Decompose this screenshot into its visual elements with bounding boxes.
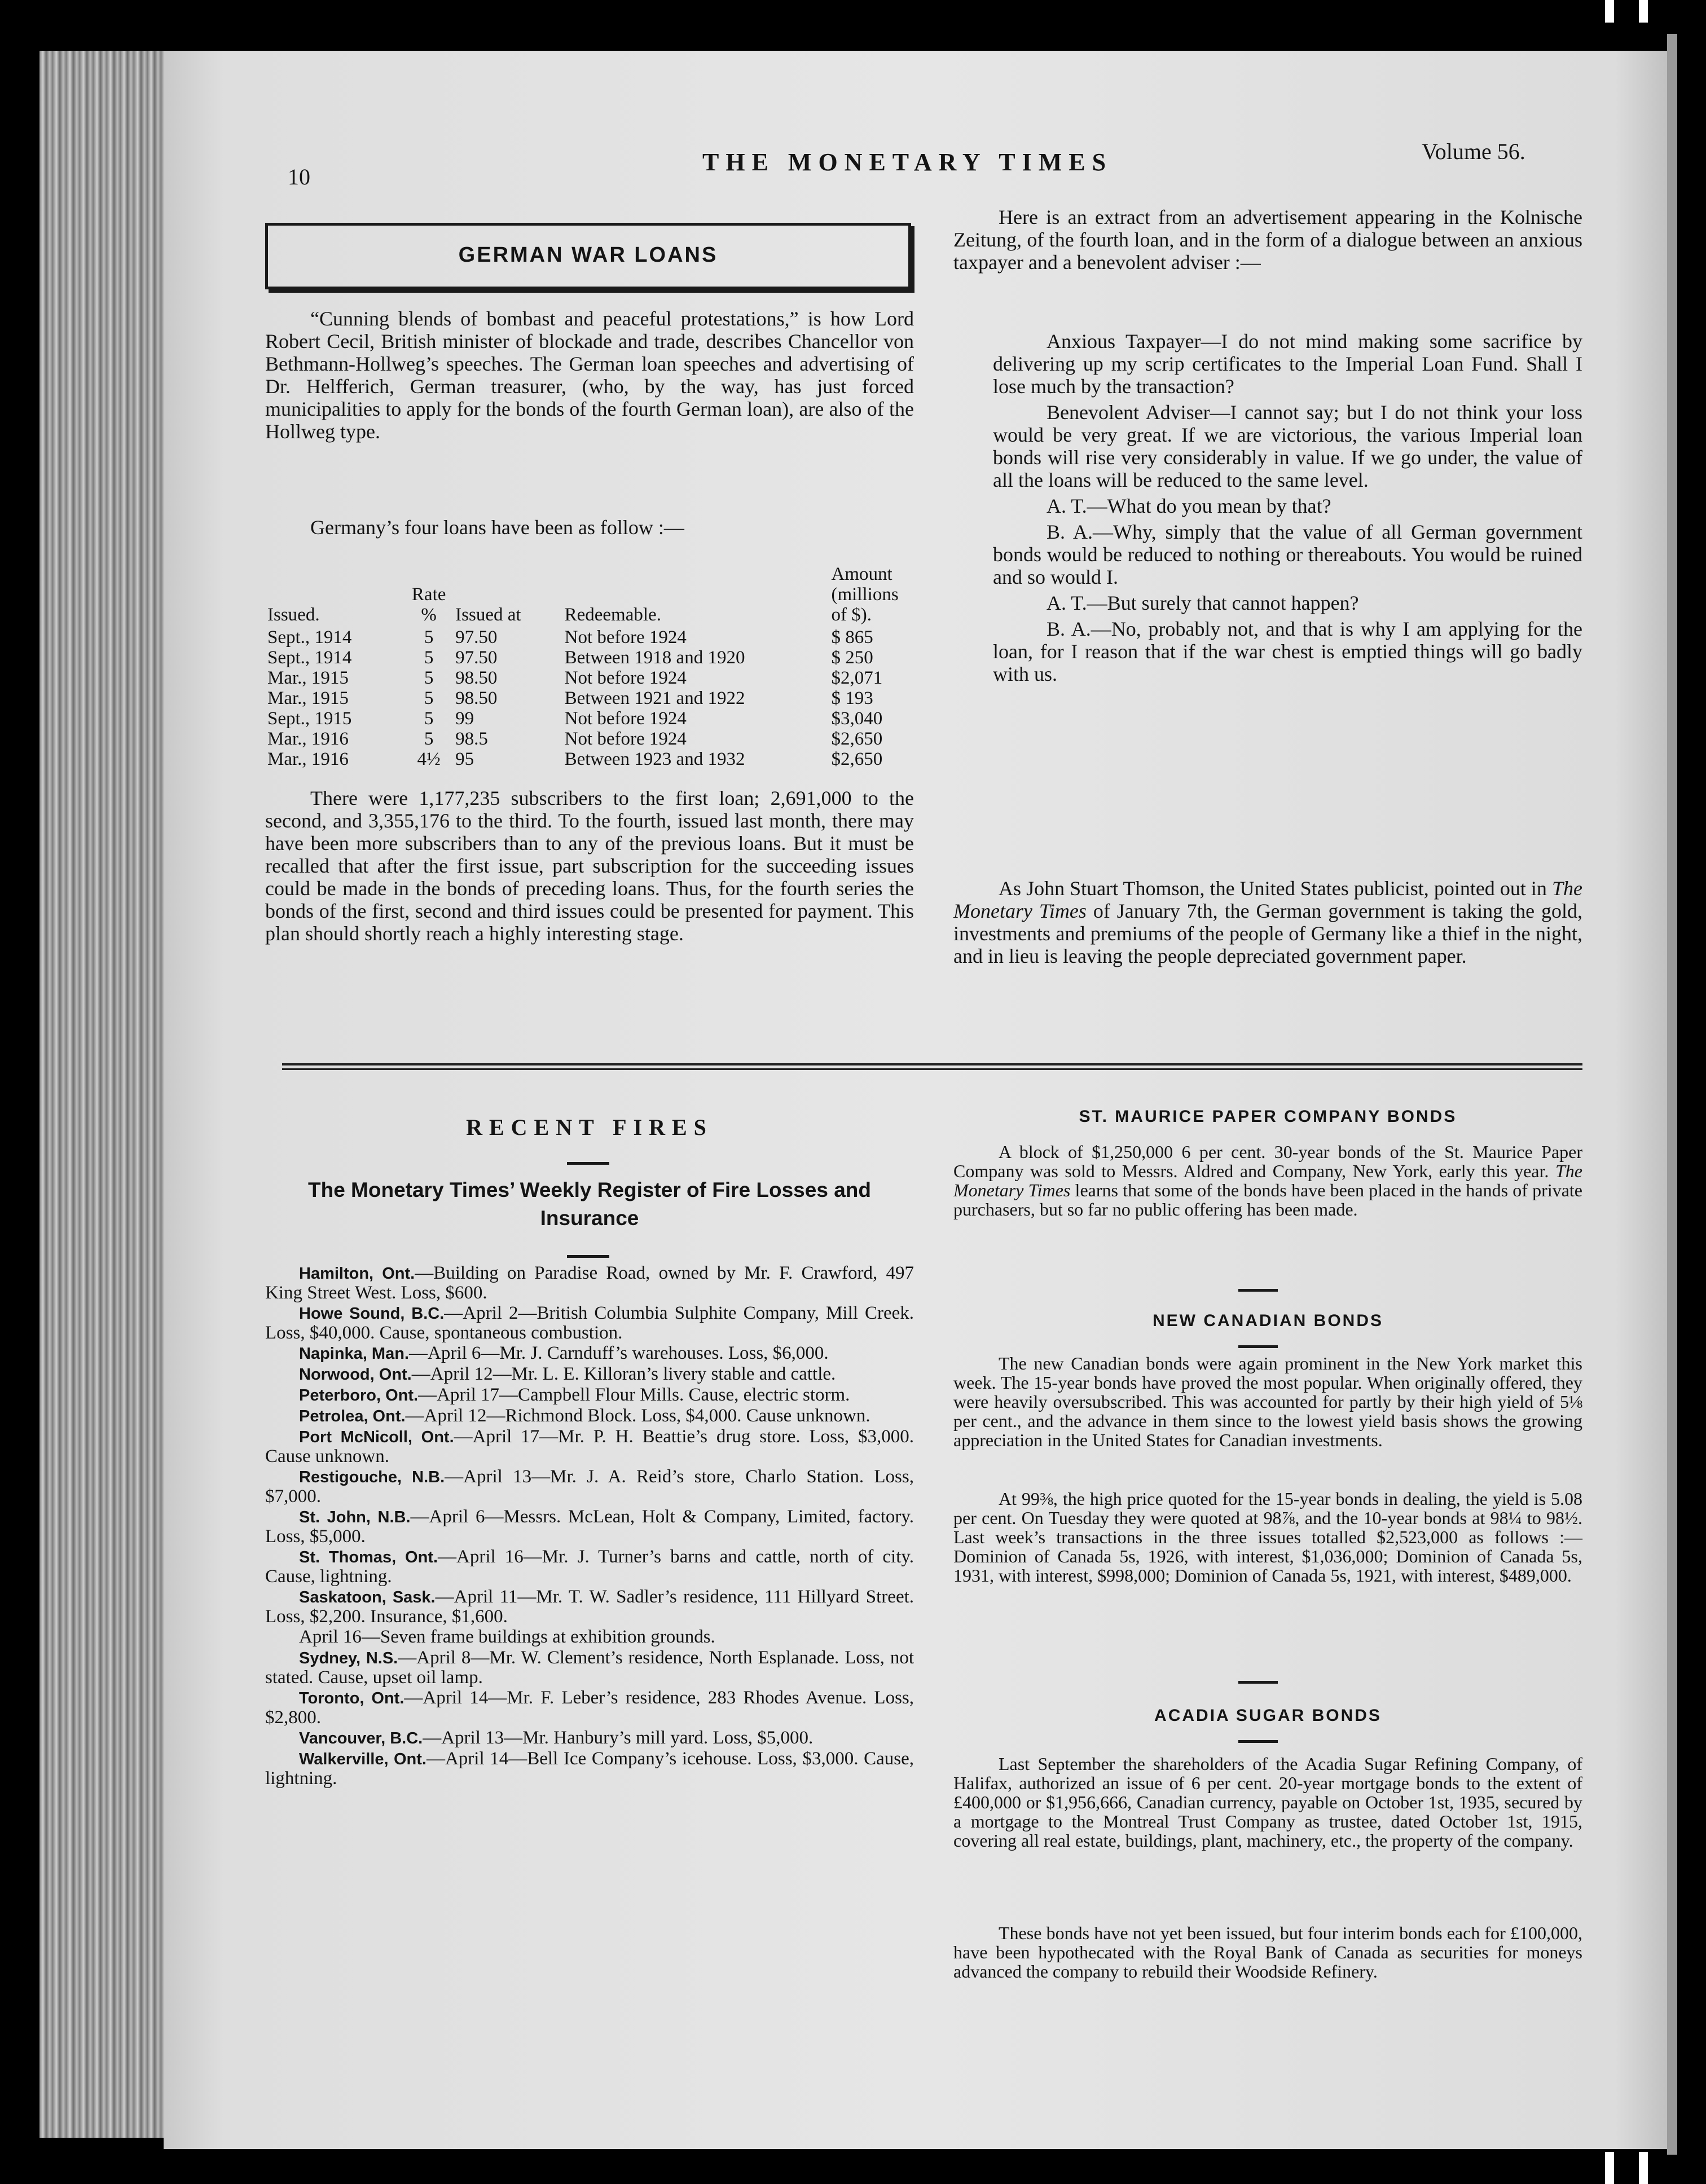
german-loans-conclusion (953, 877, 1582, 967)
recent-fires-subtitle: The Monetary Times’ Weekly Register of Fire Losses and Insurance (308, 1178, 871, 1230)
cell-rate: 5 (424, 729, 434, 749)
list-item (265, 1406, 914, 1426)
conclusion-text-end: of January 7th, the German government is taking the gold, investments and premiums of the people of Germany like a thief in the night, and in lieu is leaving the people depreciated government paper. (953, 900, 1583, 967)
acadia-sugar-bonds-title: ACADIA SUGAR BONDS (1154, 1706, 1382, 1725)
cell-rate: 5 (424, 627, 434, 648)
st-maurice-title: ST. MAURICE PAPER COMPANY BONDS (1079, 1107, 1457, 1126)
page-number: 10 (288, 164, 310, 190)
fire-details: —April 11—Mr. T. W. Sadler’s residence, 111 Hillyard Street. Loss, $2,200. Insurance, $1,600. (265, 1587, 914, 1627)
cell-rate: 5 (424, 648, 434, 668)
fire-details: —April 13—Mr. Hanbury’s mill yard. Loss, $5,000. (423, 1728, 814, 1748)
cell-amount: $2,650 (831, 729, 883, 749)
list-item (265, 1627, 914, 1647)
cell-redeemable: Not before 1924 (564, 729, 687, 749)
title-dash (1238, 1345, 1278, 1348)
german-war-loans-heading-box (265, 223, 911, 289)
cell-issued: Mar., 1915 (267, 668, 349, 688)
german-loans-table (265, 564, 914, 769)
fire-location: Hamilton, Ont. (299, 1265, 415, 1283)
cell-rate: 5 (424, 688, 434, 708)
cell-price: 97.50 (455, 648, 498, 668)
fire-details: —April 2—British Columbia Sulphite Company, Mill Creek. Loss, $40,000. Cause, spontaneous combustion. (265, 1303, 914, 1343)
list-item (265, 1547, 914, 1586)
fire-location: Restigouche, N.B. (299, 1468, 445, 1486)
conclusion-publication-italic: The Monetary Times (953, 877, 1582, 922)
table-row (265, 749, 914, 769)
col-issued: Issued. (267, 605, 320, 625)
acadia-paragraph-2: These bonds have not yet been issued, but four interim bonds each for £100,000, have been hypothecated with the Royal Bank of Canada as securities for moneys advanced the company to rebuild their Woodside Refinery. (953, 1923, 1582, 1982)
fire-location: Walkerville, Ont. (299, 1750, 426, 1768)
fire-details: —April 16—Mr. J. Turner’s barns and cattle, north of city. Cause, lightning. (265, 1547, 914, 1587)
list-item (265, 1427, 914, 1466)
cell-issued: Mar., 1916 (267, 749, 349, 769)
cell-amount: $ 193 (831, 688, 873, 708)
cell-redeemable: Not before 1924 (564, 668, 687, 688)
german-loans-intro: “Cunning blends of bombast and peaceful protestations,” is how Lord Robert Cecil, British minister of blockade and trade, describes Chancellor von Bethmann-Hollweg’s speeches. The German loan speeches and advertising of Dr. Helfferich, German treasurer, (who, by the way, has just forced municipalities to apply for the bonds of the fourth German loan), are also of the Hollweg type. (265, 307, 914, 443)
book-page-edges (39, 51, 169, 2138)
title-dash (1238, 1740, 1278, 1743)
st-maurice-text-start: A block of $1,250,000 6 per cent. 30-year bonds of the St. Maurice Paper Company was sold to Messrs. Aldred and Company, New York, early this year. (953, 1142, 1582, 1181)
fire-location: Saskatoon, Sask. (299, 1588, 436, 1606)
fire-details: —April 17—Mr. P. H. Beattie’s drug store. Loss, $3,000. Cause unknown. (265, 1426, 914, 1467)
list-item (265, 1688, 914, 1727)
subtitle-dash (567, 1255, 609, 1258)
cell-issued: Sept., 1914 (267, 648, 352, 668)
cell-rate: 5 (424, 708, 434, 729)
table-row (265, 729, 914, 749)
cell-amount: $2,650 (831, 749, 883, 769)
cell-rate: 4½ (417, 749, 441, 769)
fire-details: —April 12—Mr. L. E. Killoran’s livery stable and cattle. (411, 1364, 836, 1384)
fire-details: —April 6—Mr. J. Carnduff’s warehouses. Loss, $6,000. (409, 1343, 829, 1363)
st-maurice-text-end: learns that some of the bonds have been placed in the hands of private purchasers, but so far no public offering has been made. (953, 1180, 1583, 1219)
cell-amount: $ 865 (831, 627, 873, 648)
title-dash (567, 1162, 609, 1165)
list-item (265, 1304, 914, 1342)
fire-location: Vancouver, B.C. (299, 1729, 423, 1747)
list-item (265, 1385, 914, 1405)
acadia-paragraph-1: Last September the shareholders of the Acadia Sugar Refining Company, of Halifax, authorized an issue of 6 per cent. 20-year mortgage bonds to the extent of £400,000 or $1,956,666, Canadian currency, payable on October 1st, 1935, secured by a mortgage to the Montreal Trust Company as trustee, dated October 1st, 1915, covering all real estate, buildings, plant, machinery, etc., the property of the company. (953, 1754, 1582, 1851)
german-loans-subscribers-paragraph: There were 1,177,235 subscribers to the first loan; 2,691,000 to the second, and 3,355,176 to the third. To the fourth, issued last month, there may have been more subscribers than to any of the previous loans. But it must be recalled that after the first issue, part subscription for the succeeding issues could be made in the bonds of preceding loans. Thus, for the fourth series the bonds of the first, second and third issues could be presented for payment. This plan should shortly reach a highly interesting stage. (265, 787, 914, 945)
col-redeemable: Redeemable. (564, 605, 661, 625)
fire-location: Napinka, Man. (299, 1345, 409, 1363)
cell-price: 98.50 (455, 668, 498, 688)
cell-issued: Mar., 1916 (267, 729, 349, 749)
scan-marker-bottom-b (1639, 2152, 1648, 2184)
col-amount: Amount (millions of $). (831, 564, 899, 625)
dialogue-line: Anxious Taxpayer—I do not mind making some sacrifice by delivering up my scrip certificates to the Imperial Loan Fund. Shall I lose much by the transaction? (993, 330, 1582, 398)
table-row (265, 688, 914, 708)
cell-redeemable: Not before 1924 (564, 708, 687, 729)
cell-amount: $ 250 (831, 648, 873, 668)
german-loans-table-intro: Germany’s four loans have been as follow :— (310, 516, 684, 539)
publication-title: THE MONETARY TIMES (702, 148, 1113, 176)
dialogue-line: A. T.—What do you mean by that? (1047, 495, 1331, 517)
cell-price: 95 (455, 749, 474, 769)
col-rate: Rate % (411, 584, 446, 625)
dialogue-line: B. A.—No, probably not, and that is why I am applying for the loan, for I reason that if the war chest is emptied things will go badly with us. (993, 618, 1582, 685)
cell-price: 97.50 (455, 627, 498, 648)
fire-location: St. John, N.B. (299, 1508, 411, 1526)
list-item (265, 1507, 914, 1546)
fire-details: April 16—Seven frame buildings at exhibition grounds. (299, 1627, 715, 1647)
section-dash (1238, 1681, 1278, 1684)
section-dash (1238, 1289, 1278, 1292)
cell-price: 98.5 (455, 729, 488, 749)
cell-price: 99 (455, 708, 474, 729)
extract-intro-paragraph: Here is an extract from an advertisement appearing in the Kolnische Zeitung, of the fourth loan, and in the form of a dialogue between an anxious taxpayer and a benevolent adviser :— (953, 206, 1582, 274)
list-item (265, 1749, 914, 1788)
fire-details: —April 17—Campbell Flour Mills. Cause, electric storm. (418, 1385, 850, 1405)
fire-location: Toronto, Ont. (299, 1689, 404, 1707)
fire-details: —April 8—Mr. W. Clement’s residence, North Esplanade. Loss, not stated. Cause, upset oil lamp. (265, 1648, 914, 1688)
cell-amount: $2,071 (831, 668, 883, 688)
fire-register-list (265, 1263, 914, 1789)
table-row (265, 708, 914, 729)
section-divider-rule (282, 1063, 1582, 1070)
german-war-loans-title: GERMAN WAR LOANS (458, 243, 718, 267)
cell-issued: Sept., 1915 (267, 708, 352, 729)
cell-amount: $3,040 (831, 708, 883, 729)
dialogue-line: A. T.—But surely that cannot happen? (1047, 592, 1359, 614)
table-header-row (265, 564, 914, 627)
fire-location: Petrolea, Ont. (299, 1407, 406, 1425)
table-row (265, 648, 914, 668)
new-canadian-paragraph-2: At 99⅜, the high price quoted for the 15-year bonds in dealing, the yield is 5.08 per cent. On Tuesday they were quoted at 98⅞, and the 10-year bonds at 98¼ to 98½. Last week’s transactions in the three issues totalled $2,523,000 as follows :—Dominion of Canada 5s, 1926, with interest, $1,036,000; Dominion of Canada 5s, 1931, with interest, $998,000; Dominion of Canada 5s, 1921, with interest, $489,000. (953, 1489, 1582, 1586)
list-item (265, 1648, 914, 1687)
list-item (265, 1728, 914, 1748)
cell-redeemable: Not before 1924 (564, 627, 687, 648)
table-row (265, 668, 914, 688)
fire-details: —April 13—Mr. J. A. Reid’s store, Charlo Station. Loss, $7,000. (265, 1467, 914, 1507)
list-item (265, 1263, 914, 1302)
list-item (265, 1587, 914, 1626)
scan-marker-bottom-a (1605, 2152, 1614, 2184)
cell-issued: Mar., 1915 (267, 688, 349, 708)
new-canadian-paragraph-1: The new Canadian bonds were again prominent in the New York market this week. The 15-year bonds have proved the most popular. When originally offered, they were heavily oversubscribed. This was accounted for partly by their high yield of 5⅛ per cent., and the advance in them since to the lowest yield basis shows the growing appreciation in the United States for Canadian investments. (953, 1353, 1582, 1450)
fire-details: —April 14—Bell Ice Company’s icehouse. Loss, $3,000. Cause, lightning. (265, 1749, 914, 1789)
cell-rate: 5 (424, 668, 434, 688)
fire-location: Peterboro, Ont. (299, 1386, 419, 1404)
cell-redeemable: Between 1921 and 1922 (564, 688, 745, 708)
fire-location: Sydney, N.S. (299, 1649, 398, 1667)
scan-marker-top-a (1605, 0, 1614, 23)
fire-location: Norwood, Ont. (299, 1366, 412, 1384)
dialogue-line: Benevolent Adviser—I cannot say; but I do not think your loss would be very great. If we are victorious, the various Imperial loan bonds will rise very considerably in value. If we go under, the value of all the loans will be reduced to the same level. (993, 401, 1582, 491)
list-item (265, 1364, 914, 1384)
page-right-edge (1667, 34, 1677, 2155)
list-item (265, 1467, 914, 1506)
col-issued-at: Issued at (455, 605, 521, 625)
cell-price: 98.50 (455, 688, 498, 708)
cell-redeemable: Between 1923 and 1932 (564, 749, 745, 769)
table-row (265, 627, 914, 648)
scan-marker-top-b (1639, 0, 1648, 23)
new-canadian-bonds-title: NEW CANADIAN BONDS (1153, 1311, 1383, 1330)
fire-location: St. Thomas, Ont. (299, 1548, 438, 1566)
fire-details: —April 12—Richmond Block. Loss, $4,000. Cause unknown. (405, 1406, 870, 1426)
st-maurice-publication-italic: The Monetary Times (953, 1161, 1582, 1200)
volume-label: Volume 56. (1422, 139, 1525, 164)
fire-details: —April 14—Mr. F. Leber’s residence, 283 Rhodes Avenue. Loss, $2,800. (265, 1688, 914, 1728)
fire-details: —Building on Paradise Road, owned by Mr. F. Crawford, 497 King Street West. Loss, $600. (265, 1263, 914, 1303)
cell-issued: Sept., 1914 (267, 627, 352, 648)
fire-location: Howe Sound, B.C. (299, 1305, 445, 1323)
dialogue-block (993, 330, 1582, 685)
fire-location: Port McNicoll, Ont. (299, 1428, 454, 1446)
fire-details: —April 6—Messrs. McLean, Holt & Company, Limited, factory. Loss, $5,000. (265, 1507, 914, 1547)
conclusion-text-start: As John Stuart Thomson, the United States publicist, pointed out in (999, 877, 1552, 900)
recent-fires-title: RECENT FIRES (466, 1115, 713, 1140)
dialogue-line: B. A.—Why, simply that the value of all German government bonds would be reduced to nothing or thereabouts. You would be ruined and so would I. (993, 521, 1582, 588)
st-maurice-paragraph (953, 1142, 1582, 1219)
cell-redeemable: Between 1918 and 1920 (564, 648, 745, 668)
list-item (265, 1344, 914, 1363)
